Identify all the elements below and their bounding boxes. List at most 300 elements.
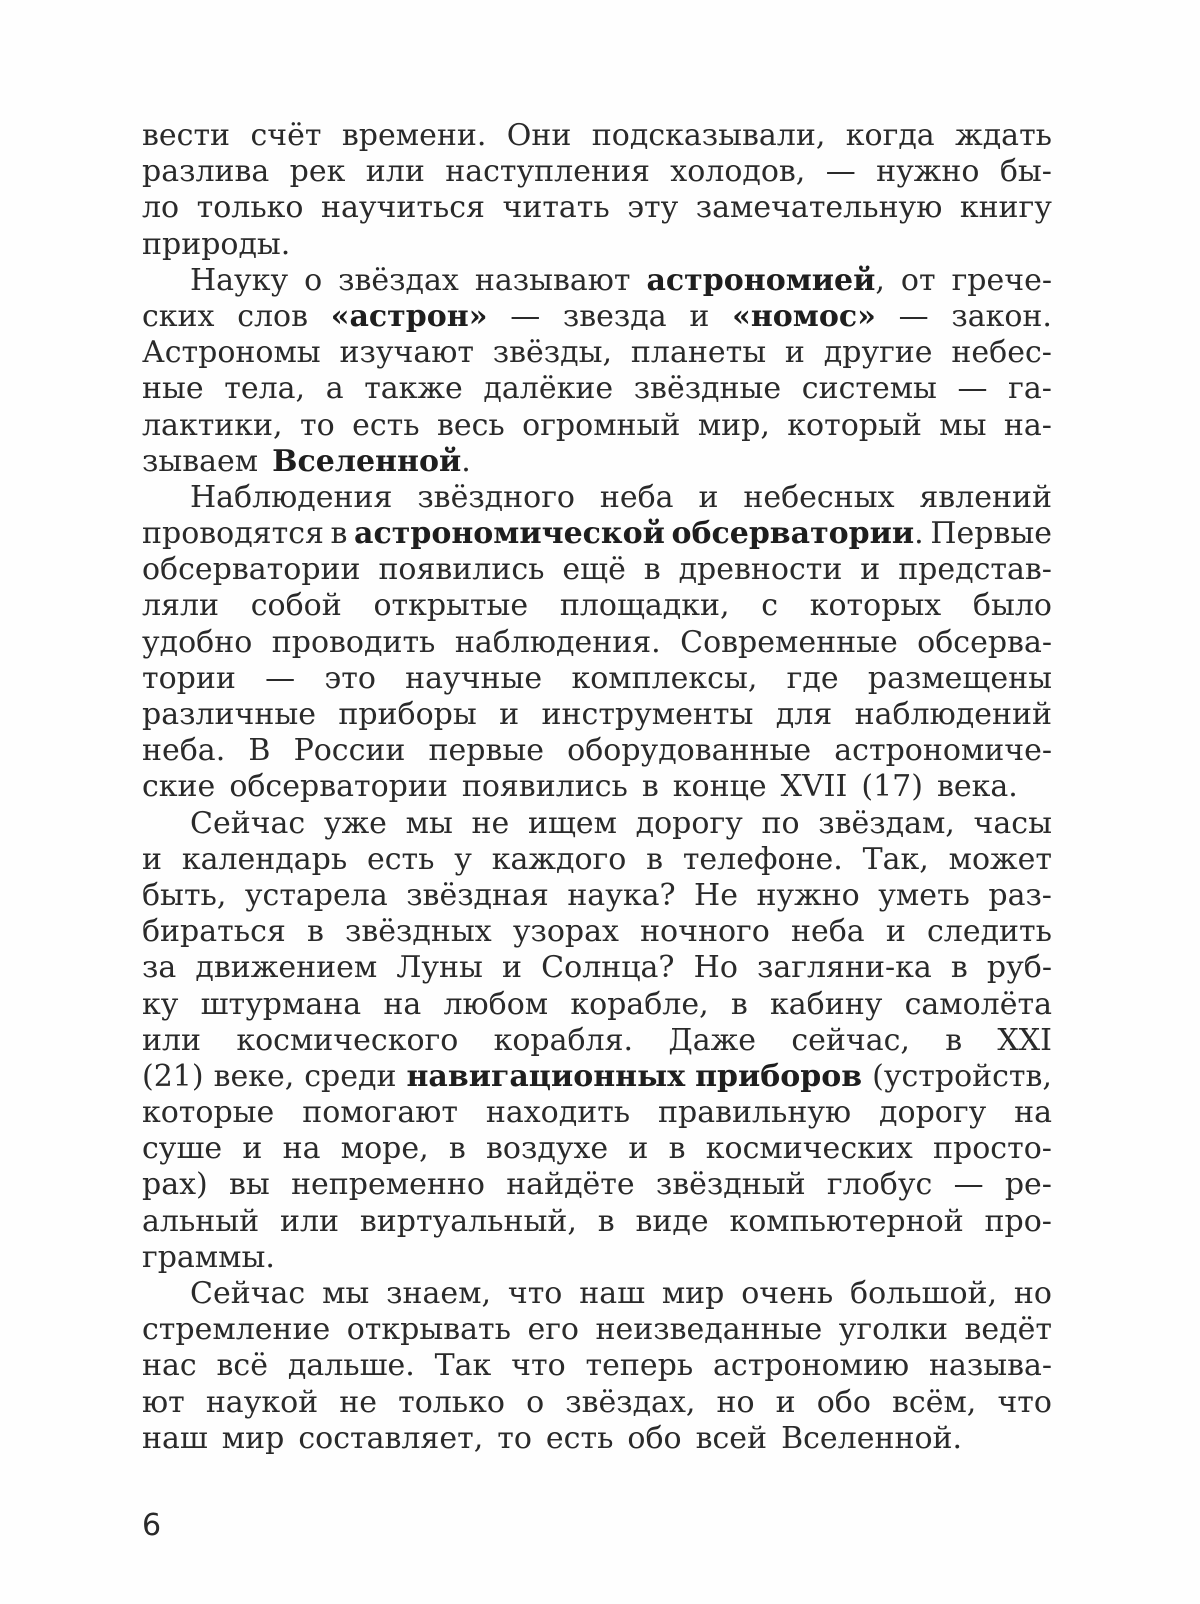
text-line	[142, 480, 1052, 516]
word-text: который	[787, 407, 922, 443]
word	[304, 1059, 396, 1095]
word-text: теперь	[585, 1348, 694, 1384]
word-text: Но	[693, 950, 738, 986]
text-line	[142, 1059, 1052, 1095]
word-text: XVII	[780, 769, 848, 805]
word	[142, 1348, 197, 1384]
word	[497, 1421, 532, 1457]
word	[290, 154, 346, 190]
word-text: корабля.	[493, 1022, 634, 1058]
word-text: в	[950, 950, 968, 986]
word	[636, 1204, 709, 1240]
word-text: появились	[378, 552, 545, 588]
word	[206, 1385, 318, 1421]
word	[492, 842, 627, 878]
word	[826, 154, 856, 190]
word-text: но	[716, 1384, 755, 1420]
word	[781, 1421, 962, 1457]
word-text: часы	[973, 805, 1052, 841]
word	[190, 806, 305, 842]
word-text: вы	[229, 1167, 270, 1203]
word-text: про-	[984, 1203, 1052, 1239]
word	[627, 1421, 681, 1457]
bold-term: «номос»	[732, 298, 876, 334]
word-text: мы	[405, 805, 453, 841]
word-text: но	[1013, 1276, 1052, 1311]
word	[696, 1421, 767, 1457]
word-text: море,	[340, 1131, 429, 1167]
bold-term: навигационных	[406, 1058, 686, 1094]
word-text: в	[330, 516, 348, 552]
word-text: В	[248, 733, 271, 769]
word	[937, 769, 1018, 805]
word-text: обо	[816, 1384, 871, 1420]
word	[868, 661, 1052, 697]
word	[364, 371, 463, 407]
word-text: или	[280, 1203, 340, 1239]
word	[386, 1276, 491, 1312]
text-line	[142, 806, 1052, 842]
word	[236, 1023, 458, 1059]
word	[579, 1276, 645, 1312]
word	[860, 552, 880, 588]
word	[307, 914, 324, 950]
text-line	[142, 842, 1052, 878]
word-text: бираться	[142, 914, 286, 950]
word-text: звёздам,	[818, 805, 955, 841]
word-text: на	[282, 1131, 321, 1167]
word-text: а	[325, 371, 344, 407]
word	[354, 516, 665, 552]
word-text: появились	[461, 769, 628, 805]
word	[527, 1312, 579, 1348]
word-text: компьютерной	[729, 1203, 964, 1239]
word-text: века.	[936, 769, 1018, 805]
word	[695, 1059, 862, 1095]
word	[142, 661, 236, 697]
word	[846, 118, 935, 154]
word	[850, 1276, 997, 1312]
word	[669, 1131, 686, 1167]
word-text: —	[825, 154, 856, 190]
word	[827, 1167, 932, 1203]
word-text: инструменты	[541, 697, 754, 732]
word	[791, 1023, 910, 1059]
word	[245, 878, 388, 914]
word-text: что	[507, 1276, 563, 1311]
word	[322, 1276, 369, 1312]
word	[997, 1023, 1052, 1059]
word-text: нужно	[756, 877, 860, 913]
word-text: о	[304, 262, 323, 298]
word-text: наблюдений	[854, 697, 1052, 732]
word-text: то	[299, 407, 335, 443]
word	[985, 1204, 1052, 1240]
word	[280, 1204, 339, 1240]
word	[250, 118, 321, 154]
text-line	[142, 914, 1052, 950]
word-text: большой,	[850, 1276, 998, 1311]
word-text: Луны	[396, 950, 483, 986]
word	[321, 190, 485, 226]
word-text: разлива	[142, 154, 270, 190]
word-text: мир	[221, 1420, 285, 1456]
word-text: всё	[216, 1348, 268, 1384]
word-text: нужно	[876, 154, 980, 190]
word	[195, 950, 377, 986]
word	[640, 914, 770, 950]
word	[756, 878, 859, 914]
word	[570, 987, 708, 1023]
word	[214, 1059, 295, 1095]
word-text: приборы	[338, 697, 477, 732]
word	[670, 154, 805, 190]
word-text: наблюдения.	[454, 624, 661, 660]
word-text: России	[293, 733, 406, 769]
word	[324, 661, 375, 697]
word-text: по	[761, 805, 800, 841]
text-line	[142, 1095, 1052, 1131]
word	[680, 625, 898, 661]
word	[142, 1421, 208, 1457]
word-text: наш	[142, 1420, 208, 1456]
word	[405, 661, 542, 697]
word-text: помогают	[302, 1095, 458, 1131]
word-text: конце	[672, 769, 767, 805]
word-text: ищем	[527, 805, 617, 841]
word	[494, 1023, 633, 1059]
word-text: ских	[142, 298, 215, 334]
word	[417, 480, 575, 516]
word	[142, 1131, 222, 1167]
word	[951, 950, 968, 986]
word-text: обсерватории	[229, 769, 448, 805]
word	[679, 552, 843, 588]
word	[429, 733, 544, 769]
word	[598, 1204, 615, 1240]
word-text: площадки,	[559, 588, 730, 624]
bold-term: Вселенной	[272, 443, 462, 479]
word	[511, 1348, 566, 1384]
word	[294, 733, 406, 769]
word-text: звёздного	[417, 479, 575, 515]
word-text: небесных	[743, 479, 895, 515]
word-text: .	[914, 516, 924, 552]
word-text: устарела	[244, 877, 388, 913]
word-text: звёздная	[406, 877, 549, 913]
word	[642, 769, 659, 805]
word	[958, 371, 988, 407]
word-text: суше	[142, 1131, 223, 1167]
word-text: просто-	[933, 1131, 1052, 1167]
word-text: —	[953, 1167, 984, 1203]
word	[142, 1312, 330, 1348]
word	[302, 1095, 458, 1131]
word	[863, 842, 929, 878]
word-text: вести	[142, 118, 231, 153]
word	[507, 118, 572, 154]
word	[600, 480, 674, 516]
word	[834, 733, 1052, 769]
word	[628, 1131, 648, 1167]
word	[973, 588, 1052, 624]
word	[954, 1167, 984, 1203]
word-text: открытые	[373, 588, 529, 624]
word-text: (17)	[861, 769, 923, 805]
word-text: его	[527, 1312, 579, 1348]
word-text: на-	[1003, 407, 1052, 443]
word	[455, 625, 661, 661]
word	[743, 480, 894, 516]
word-text: узорах	[512, 914, 619, 950]
word-text: Даже	[668, 1022, 757, 1058]
word	[251, 588, 342, 624]
word	[886, 914, 906, 950]
text-line	[142, 299, 1052, 335]
word	[562, 552, 625, 588]
word	[560, 588, 730, 624]
word	[142, 190, 179, 226]
word	[224, 371, 305, 407]
text-line	[142, 1348, 1052, 1384]
word-text: в	[643, 552, 661, 588]
word-text: XXI	[997, 1022, 1052, 1058]
word	[373, 588, 528, 624]
word-text: Вселенной.	[781, 1420, 963, 1456]
word	[324, 806, 387, 842]
word	[945, 1023, 962, 1059]
word-text: Первые	[930, 516, 1052, 552]
word	[899, 299, 929, 335]
word	[142, 769, 215, 805]
word	[182, 842, 347, 878]
word	[142, 842, 162, 878]
word	[960, 190, 1052, 226]
word	[964, 1312, 1051, 1348]
word	[398, 1385, 505, 1421]
word	[288, 1348, 415, 1384]
bold-term: обсерватории	[671, 516, 915, 552]
word-text: руб-	[986, 950, 1052, 986]
word-text: тории	[142, 660, 236, 696]
word-text: уметь	[878, 877, 970, 913]
word	[694, 950, 738, 986]
word	[872, 1059, 1052, 1095]
word-text: нас	[142, 1348, 197, 1384]
word	[341, 1131, 429, 1167]
word-text: планеты	[630, 335, 767, 371]
word-text: и	[502, 950, 523, 986]
text-line	[142, 118, 1052, 154]
word-text: ночного	[640, 914, 770, 950]
word	[1008, 371, 1052, 407]
word	[493, 335, 612, 371]
word	[668, 1023, 756, 1059]
word	[360, 1204, 577, 1240]
word	[338, 263, 459, 299]
word-text: виртуальный,	[359, 1203, 577, 1239]
word	[917, 625, 1052, 661]
word	[919, 480, 1052, 516]
word	[352, 408, 420, 444]
word	[988, 878, 1052, 914]
word	[142, 371, 204, 407]
word	[326, 371, 344, 407]
word-text: только	[398, 1384, 505, 1420]
word-text: явлений	[919, 479, 1052, 515]
word	[383, 987, 421, 1023]
word	[513, 914, 619, 950]
word	[636, 806, 743, 842]
word	[300, 408, 335, 444]
word-text: весь	[436, 407, 505, 443]
word	[142, 154, 269, 190]
word	[475, 263, 631, 299]
word	[190, 1276, 305, 1312]
word-text: обсерва-	[917, 624, 1052, 660]
word	[729, 1204, 963, 1240]
word	[142, 588, 219, 624]
word	[304, 263, 322, 299]
word-text: мы	[322, 1276, 370, 1311]
word-text: в	[668, 1131, 686, 1167]
word	[757, 950, 932, 986]
word	[406, 1059, 685, 1095]
word-text: Астрономы	[142, 335, 321, 371]
text-line	[142, 733, 1052, 769]
word	[142, 625, 252, 661]
word-text: мы	[939, 407, 987, 443]
page-number: 6	[142, 1508, 162, 1543]
word-text: стремление	[142, 1312, 331, 1348]
word	[987, 950, 1052, 986]
text-line	[142, 697, 1052, 733]
word	[486, 1095, 630, 1131]
word-text: ло	[142, 190, 180, 226]
word-text: корабле,	[570, 986, 709, 1022]
word	[242, 1131, 262, 1167]
word-text: зываем	[142, 443, 259, 479]
word-text: и	[784, 335, 805, 371]
text-line	[142, 625, 1052, 661]
word-text: в	[306, 914, 324, 950]
word-text: календарь	[181, 841, 348, 877]
bold-term: приборов	[695, 1058, 863, 1094]
word	[443, 987, 548, 1023]
word-text: для	[775, 697, 833, 732]
word	[345, 914, 492, 950]
word	[197, 190, 304, 226]
paragraph	[142, 480, 1052, 806]
word	[142, 697, 316, 733]
word	[522, 408, 680, 444]
word-text: —	[957, 371, 988, 407]
word	[272, 444, 471, 480]
word	[671, 516, 923, 552]
paragraph	[142, 806, 1052, 1276]
word-text: Наблюдения	[190, 479, 393, 515]
word-text: называют	[474, 262, 631, 298]
word-text: и	[142, 841, 162, 877]
word-text: и	[775, 1384, 796, 1420]
word	[761, 588, 778, 624]
word-text: не	[339, 1384, 377, 1420]
word-text: есть	[545, 1420, 614, 1456]
word	[892, 1385, 976, 1421]
word-text: га-	[1008, 371, 1052, 407]
word-text: мир	[661, 1276, 725, 1311]
word	[142, 299, 214, 335]
word	[546, 1421, 614, 1457]
word	[272, 625, 436, 661]
word-text: есть	[352, 407, 420, 443]
word-text: Сейчас	[190, 805, 306, 841]
word	[876, 154, 979, 190]
word-text: читать	[502, 190, 610, 226]
word-text: собой	[250, 588, 342, 624]
word-text: Современные	[680, 624, 898, 660]
word	[802, 371, 937, 407]
word-text: то	[497, 1420, 532, 1456]
word-text: на	[383, 986, 422, 1022]
word	[142, 950, 176, 986]
word	[717, 1385, 755, 1421]
word-text: всей	[695, 1420, 768, 1456]
word	[787, 661, 839, 697]
word-text: сейчас,	[791, 1022, 910, 1058]
word-text: ские	[142, 769, 216, 805]
text-line	[142, 408, 1052, 444]
word-text: и	[698, 479, 719, 515]
word-text: Солнца?	[541, 950, 675, 986]
word	[217, 1348, 268, 1384]
bold-term: астрономией	[646, 262, 876, 298]
word	[366, 154, 425, 190]
word-text: природы.	[142, 226, 291, 262]
word	[596, 1312, 823, 1348]
text-line	[142, 1385, 1052, 1421]
word	[878, 878, 970, 914]
text-line	[142, 263, 1052, 299]
word-text: ку	[142, 986, 179, 1022]
word-text: рах)	[142, 1167, 208, 1203]
word-text: что	[997, 1384, 1052, 1420]
word	[683, 842, 843, 878]
word	[142, 118, 230, 154]
word	[406, 878, 549, 914]
word-text: ные	[142, 371, 204, 407]
word-text: подсказывали,	[591, 118, 826, 153]
word-text: находить	[485, 1095, 631, 1131]
text-line	[142, 1167, 1052, 1203]
word	[586, 1348, 694, 1384]
word-text: мир,	[697, 407, 770, 443]
word-text: воздухе	[486, 1131, 609, 1167]
word	[698, 480, 718, 516]
word	[248, 733, 270, 769]
word	[338, 697, 476, 733]
word-text: наш	[579, 1276, 645, 1311]
word-text: звёздах	[338, 262, 459, 298]
word	[508, 1276, 563, 1312]
word	[142, 1023, 201, 1059]
word	[951, 335, 1052, 371]
word-text: астрономиче-	[834, 733, 1052, 769]
word	[1005, 1167, 1052, 1203]
word-text: уже	[323, 805, 387, 841]
word	[541, 950, 674, 986]
word	[142, 914, 286, 950]
